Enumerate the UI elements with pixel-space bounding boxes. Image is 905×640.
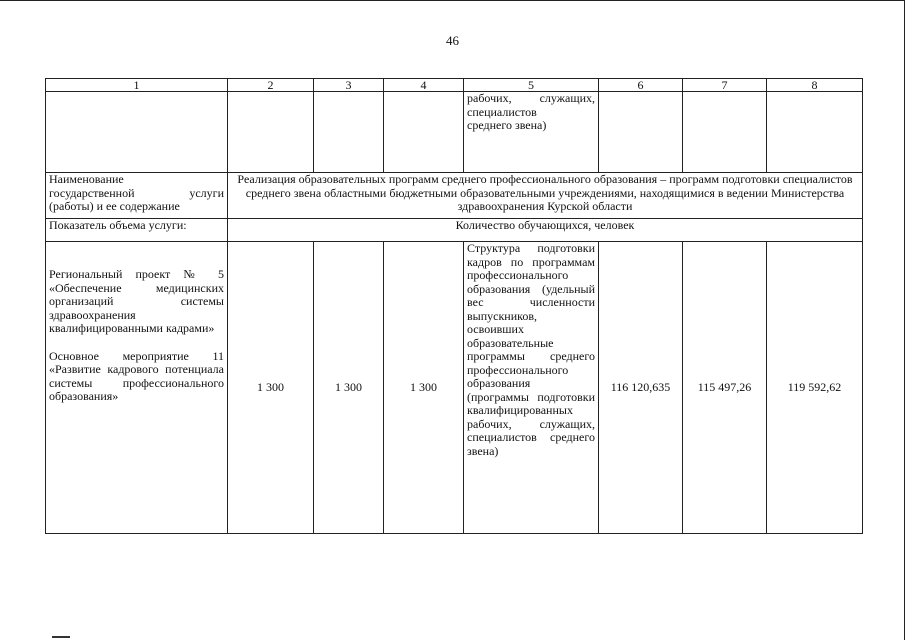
empty-cell [228, 92, 314, 173]
value-col2: 1 300 [228, 242, 314, 534]
empty-cell [683, 92, 767, 173]
continuation-line: среднего звена) [467, 118, 547, 132]
project-paragraph: Региональный проект № 5 «Обеспечение медицинских организаций системы здравоохранения квалифицированными кадрами» [49, 267, 224, 335]
data-table [45, 78, 863, 534]
col-number: 2 [228, 79, 314, 92]
continuation-line: специалистов [467, 104, 537, 119]
volume-label: Показатель объема услуги: [46, 219, 228, 242]
col-number: 6 [599, 79, 683, 92]
empty-cell [46, 92, 228, 173]
empty-cell [314, 92, 384, 173]
label-line: (работы) и ее содержание [49, 199, 180, 213]
page-number: 46 [446, 33, 459, 48]
col-number: 1 [46, 79, 228, 92]
continuation-row [46, 92, 863, 173]
page-top-border [0, 0, 905, 1]
col-number: 5 [464, 79, 599, 92]
col-number: 4 [384, 79, 464, 92]
service-name-row [46, 173, 863, 219]
value-col6: 116 120,635 [599, 242, 683, 534]
measure-paragraph: Основное мероприятие 11 «Развитие кадрового потенциала системы профессионального образования» [49, 348, 224, 403]
value-col3: 1 300 [314, 242, 384, 534]
label-line: Наименование [49, 172, 124, 186]
volume-indicator-row [46, 219, 863, 242]
empty-cell [599, 92, 683, 173]
continuation-text-cell [464, 92, 599, 173]
service-name-content: Реализация образовательных программ среднего профессионального образования – программ подготовки специалистов среднего звена областными бюджетными образовательными учреждениями, находящимися в ведении Министерства здравоохранения Курской области [228, 173, 863, 219]
header-number-row [46, 79, 863, 92]
value-col4: 1 300 [384, 242, 464, 534]
service-name-label [46, 173, 228, 219]
value-col8: 119 592,62 [767, 242, 863, 534]
empty-cell [767, 92, 863, 173]
col-number: 7 [683, 79, 767, 92]
indicator-text-cell: Структура подготовки кадров по программам профессионального образования (удельный вес численности выпускников, освоивших образовательные программы среднего профессионального образования (программы подготовки квалифицированных рабочих, служащих, специалистов среднего звена) [464, 242, 599, 534]
project-label-cell [46, 242, 228, 534]
col-number: 3 [314, 79, 384, 92]
continuation-line: рабочих, служащих, [467, 91, 595, 105]
empty-cell [384, 92, 464, 173]
project-row [46, 242, 863, 534]
footer-mark [52, 636, 70, 638]
volume-content: Количество обучающихся, человек [228, 219, 863, 242]
value-col7: 115 497,26 [683, 242, 767, 534]
label-line: государственной услуги [49, 185, 224, 200]
col-number: 8 [767, 79, 863, 92]
